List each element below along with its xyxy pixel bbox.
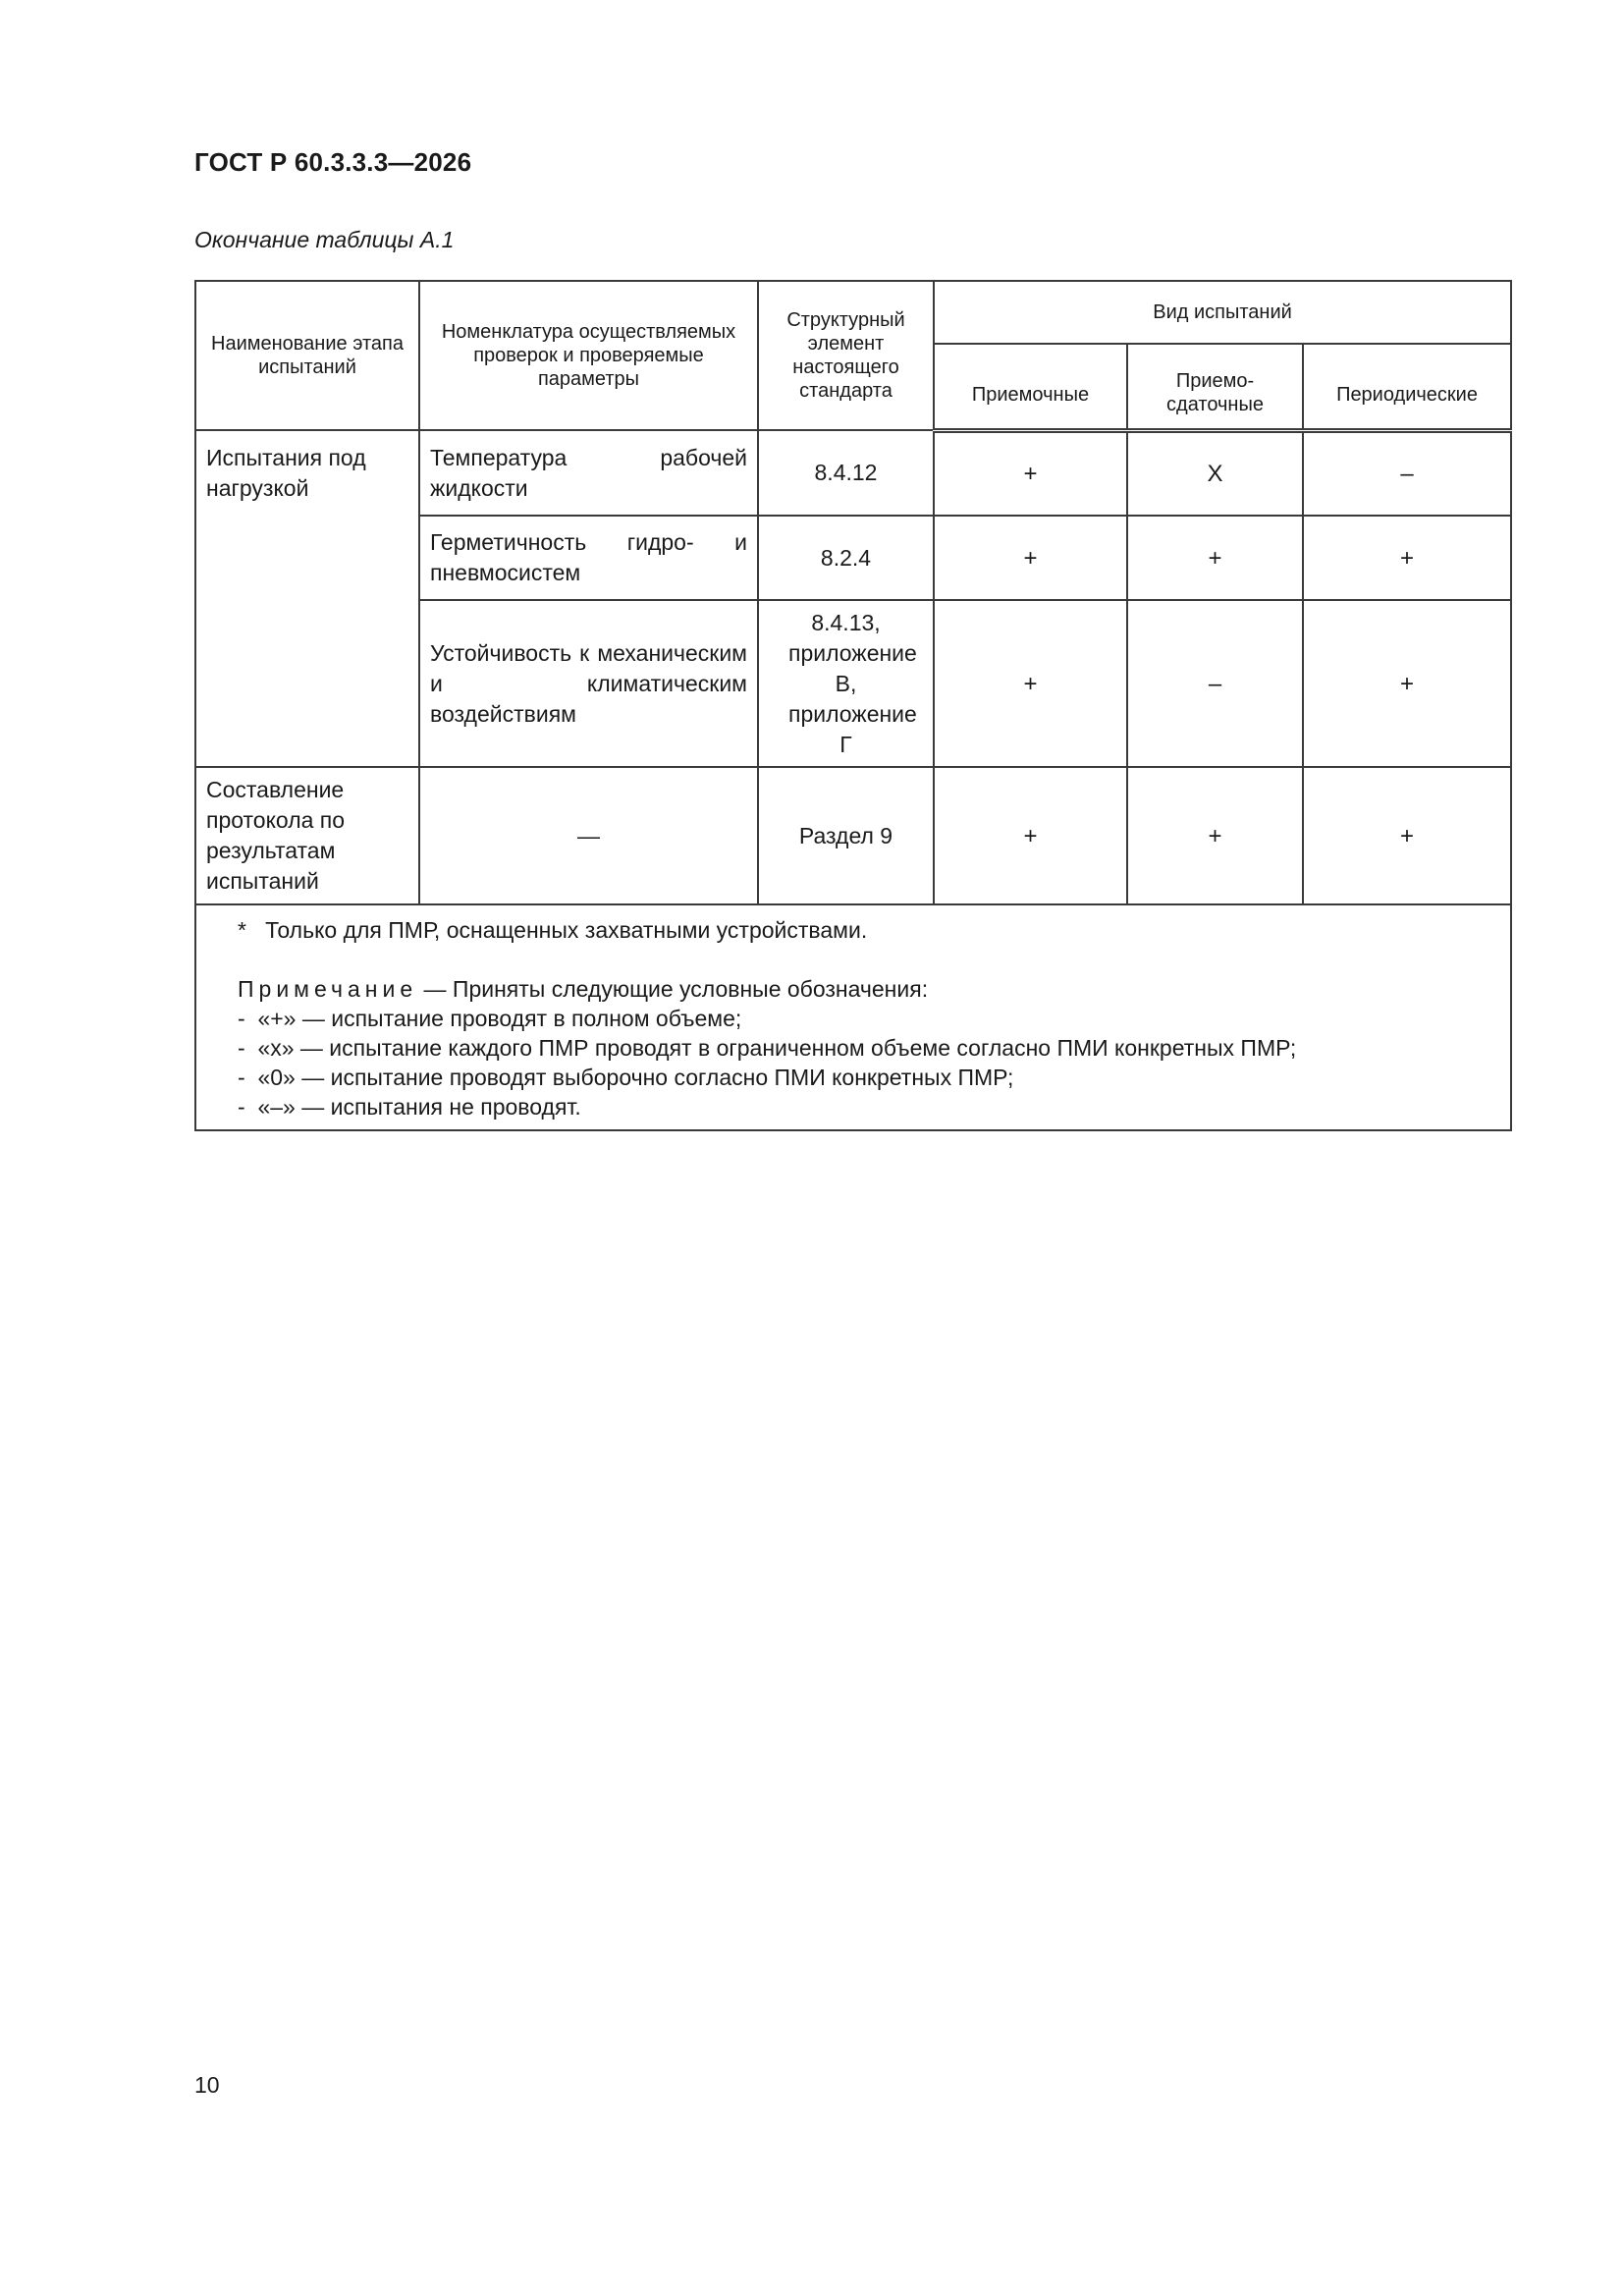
legend-item: - «–» — испытания не проводят.: [238, 1094, 581, 1120]
check-cell: Устойчивость к механическим и климатическим воздействиям: [419, 600, 758, 767]
page-number: 10: [194, 2072, 220, 2098]
acceptance-mark: +: [934, 767, 1127, 904]
header-acceptance: Приемочные: [934, 344, 1127, 430]
header-test-type: Вид испытаний: [934, 281, 1511, 344]
note-heading: [238, 974, 1510, 1004]
acceptance-mark: +: [934, 430, 1127, 516]
header-element: Структурный элемент настоящего стандарта: [758, 281, 934, 430]
delivery-mark: +: [1127, 767, 1303, 904]
note-text: — Приняты следующие условные обозначения:: [417, 976, 929, 1002]
acceptance-mark: +: [934, 600, 1127, 767]
legend-item: - «х» — испытание каждого ПМР проводят в ограниченном объеме согласно ПМИ конкретных ПМР;: [238, 1035, 1297, 1061]
legend-item: - «+» — испытание проводят в полном объеме;: [238, 1006, 742, 1031]
footnote: * Только для ПМР, оснащенных захватными устройствами.: [238, 917, 868, 943]
header-periodic: Периодические: [1303, 344, 1511, 430]
note-label: Примечание: [238, 976, 418, 1002]
periodic-mark: –: [1303, 430, 1511, 516]
test-table: [194, 280, 1512, 1131]
element-cell: 8.4.13, приложение В, приложение Г: [758, 600, 934, 767]
delivery-mark: –: [1127, 600, 1303, 767]
acceptance-mark: +: [934, 516, 1127, 600]
element-cell: 8.4.12: [758, 430, 934, 516]
element-cell: Раздел 9: [758, 767, 934, 904]
periodic-mark: +: [1303, 600, 1511, 767]
table-caption: Окончание таблицы А.1: [194, 227, 455, 252]
header-stage: Наименование этапа испытаний: [195, 281, 419, 430]
table-row: [195, 767, 1511, 904]
delivery-mark: +: [1127, 516, 1303, 600]
element-cell: 8.2.4: [758, 516, 934, 600]
delivery-mark: X: [1127, 430, 1303, 516]
periodic-mark: +: [1303, 767, 1511, 904]
legend-item: - «0» — испытание проводят выборочно согласно ПМИ конкретных ПМР;: [238, 1065, 1014, 1090]
header-acceptance-delivery: Приемо-сдаточные: [1127, 344, 1303, 430]
notes-row: [195, 904, 1511, 1130]
header-checks: Номенклатура осуществляемых проверок и проверяемые параметры: [419, 281, 758, 430]
check-cell: —: [419, 767, 758, 904]
check-cell: Герметичность гидро- и пневмосистем: [419, 516, 758, 600]
document-code: ГОСТ Р 60.3.3.3—2026: [194, 147, 472, 177]
check-cell: Температура рабочей жидкости: [419, 430, 758, 516]
stage-cell: Испытания под нагрузкой: [195, 430, 419, 767]
periodic-mark: +: [1303, 516, 1511, 600]
table-row: [195, 430, 1511, 516]
stage-cell: Составление протокола по результатам испытаний: [195, 767, 419, 904]
notes-cell: [195, 904, 1511, 1130]
